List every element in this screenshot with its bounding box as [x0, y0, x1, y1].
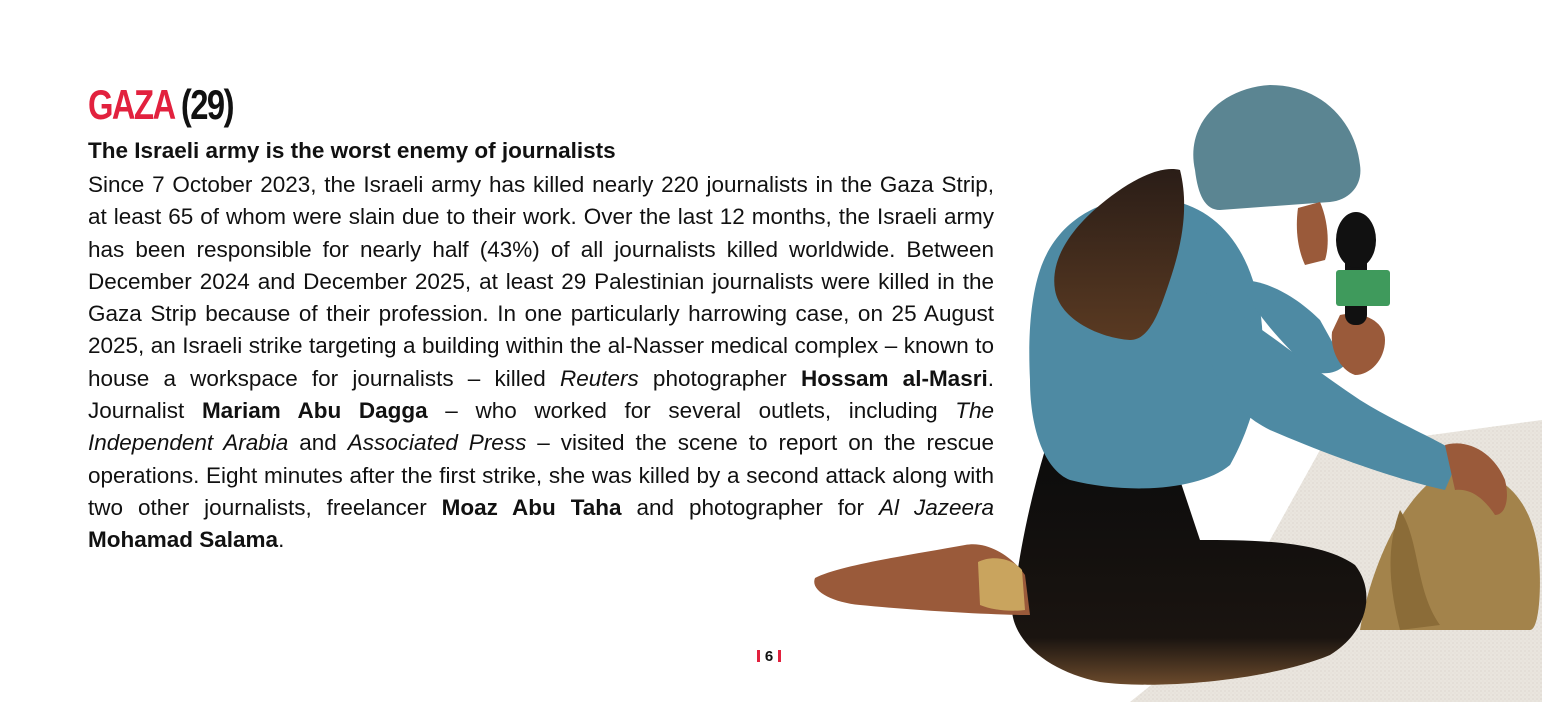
- outlet-name: Reuters: [559, 365, 639, 391]
- page-number-left-bar: [757, 650, 760, 662]
- text-run: – who worked for several outlets, including: [427, 398, 956, 424]
- text-run: and: [288, 430, 348, 456]
- journalist-name: Moaz Abu Taha: [441, 494, 622, 520]
- microphone-head: [1336, 212, 1376, 268]
- journalist-count: (29): [180, 81, 233, 128]
- journalist-name: Mohamad Salama: [88, 527, 279, 553]
- text-run: – visited the scene to report on the rescue operations. Eight minutes after the first strike, she was killed by a second attack along with two other journalists, freelancer: [88, 430, 995, 520]
- text-run: Since 7 October 2023, the Israeli army has killed nearly 220 journalists in the Gaza Strip, at least 65 of whom were slain due to their work. Over the last 12 months, the Israeli army has been responsible for nearly half (43%) of all journalists killed worldwide. Between December 2024 and December 2025, at least 29 Palestinian journalists were killed in the Gaza Strip because of their profession. In one particularly harrowing case, on 25 August 2025, an Israeli strike targeting a building within the al-Nasser medical complex – known to house a workspace for journalists – killed: [88, 172, 994, 391]
- page-number: [744, 646, 794, 668]
- outlet-name: The Independent Arabia: [88, 398, 995, 456]
- text-run: and photographer for: [621, 494, 879, 520]
- section-title: [88, 81, 233, 128]
- outlet-name: Associated Press: [347, 430, 527, 456]
- text-run: .: [278, 527, 285, 553]
- text-run: photographer: [638, 365, 801, 391]
- page-number-right-bar: [778, 650, 781, 662]
- helmet-shape: [1193, 85, 1360, 210]
- page-number-value: 6: [764, 648, 774, 665]
- outlet-name: Al Jazeera: [879, 494, 994, 520]
- anklet-shape: [978, 558, 1025, 610]
- microphone-flag: [1336, 270, 1390, 306]
- journalist-illustration: [800, 70, 1542, 702]
- journalist-name: Mariam Abu Dagga: [201, 398, 428, 424]
- journalist-name: Hossam al-Masri: [800, 365, 988, 391]
- face-shape: [1297, 202, 1328, 265]
- section-subtitle: The Israeli army is the worst enemy of journalists: [88, 138, 616, 163]
- text-run: . Journalist: [88, 365, 994, 424]
- region-name: GAZA: [88, 81, 174, 128]
